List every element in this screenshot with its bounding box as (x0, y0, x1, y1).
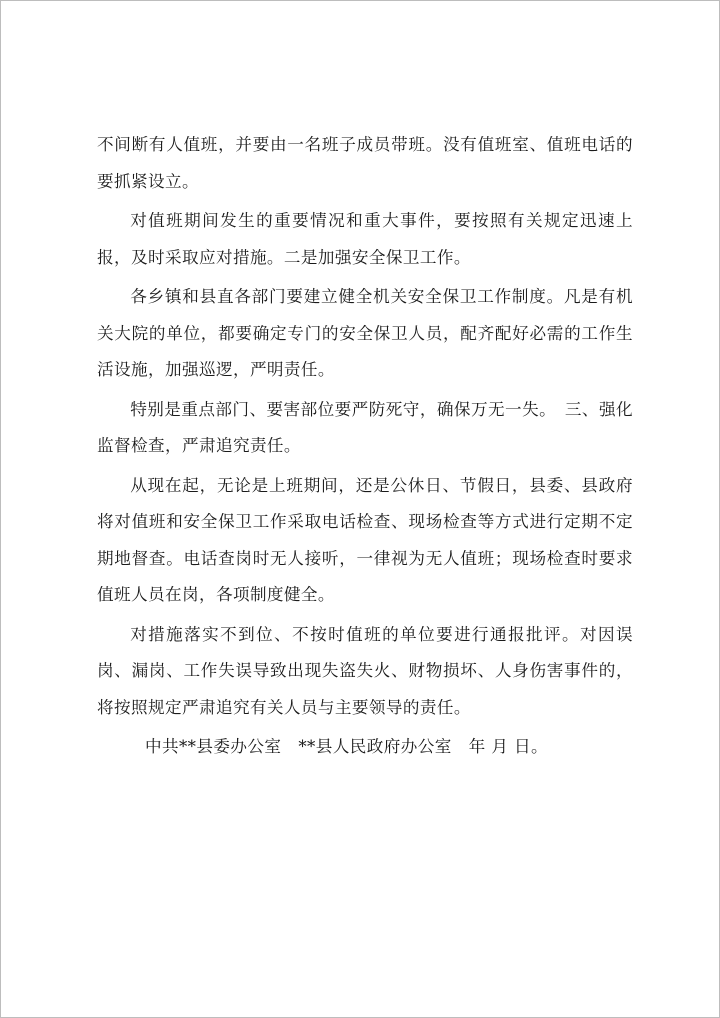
paragraph-key-departments: 特别是重点部门、要害部位要严防死守，确保万无一失。 三、强化监督检查，严肃追究责任。 (97, 399, 633, 455)
paragraph-inspection: 从现在起，无论是上班期间，还是公休日、节假日，县委、县政府将对值班和安全保卫工作采取电话检查、现场检查等方式进行定期不定期地督查。电话查岗时无人接听，一律视为无人值班；现场检查时要求值班人员在岗，各项制度健全。 (97, 475, 633, 604)
paragraph-reporting: 对值班期间发生的重要情况和重大事件，要按照有关规定迅速上报，及时采取应对措施。二是加强安全保卫工作。 (97, 211, 633, 267)
paragraph-security-system: 各乡镇和县直各部门要建立健全机关安全保卫工作制度。凡是有机关大院的单位，都要确定专门的安全保卫人员，配齐配好必需的工作生活设施，加强巡逻，严明责任。 (97, 287, 633, 379)
paragraph-continuation: 不间断有人值班，并要由一名班子成员带班。没有值班室、值班电话的要抓紧设立。 (97, 135, 633, 191)
signature-line: 中共**县委办公室 **县人民政府办公室 年 月 日。 (145, 737, 549, 756)
document-body (97, 127, 633, 766)
paragraph-accountability: 对措施落实不到位、不按时值班的单位要进行通报批评。对因误岗、漏岗、工作失误导致出现失盗失火、财物损坏、人身伤害事件的，将按照规定严肃追究有关人员与主要领导的责任。 (97, 624, 633, 717)
